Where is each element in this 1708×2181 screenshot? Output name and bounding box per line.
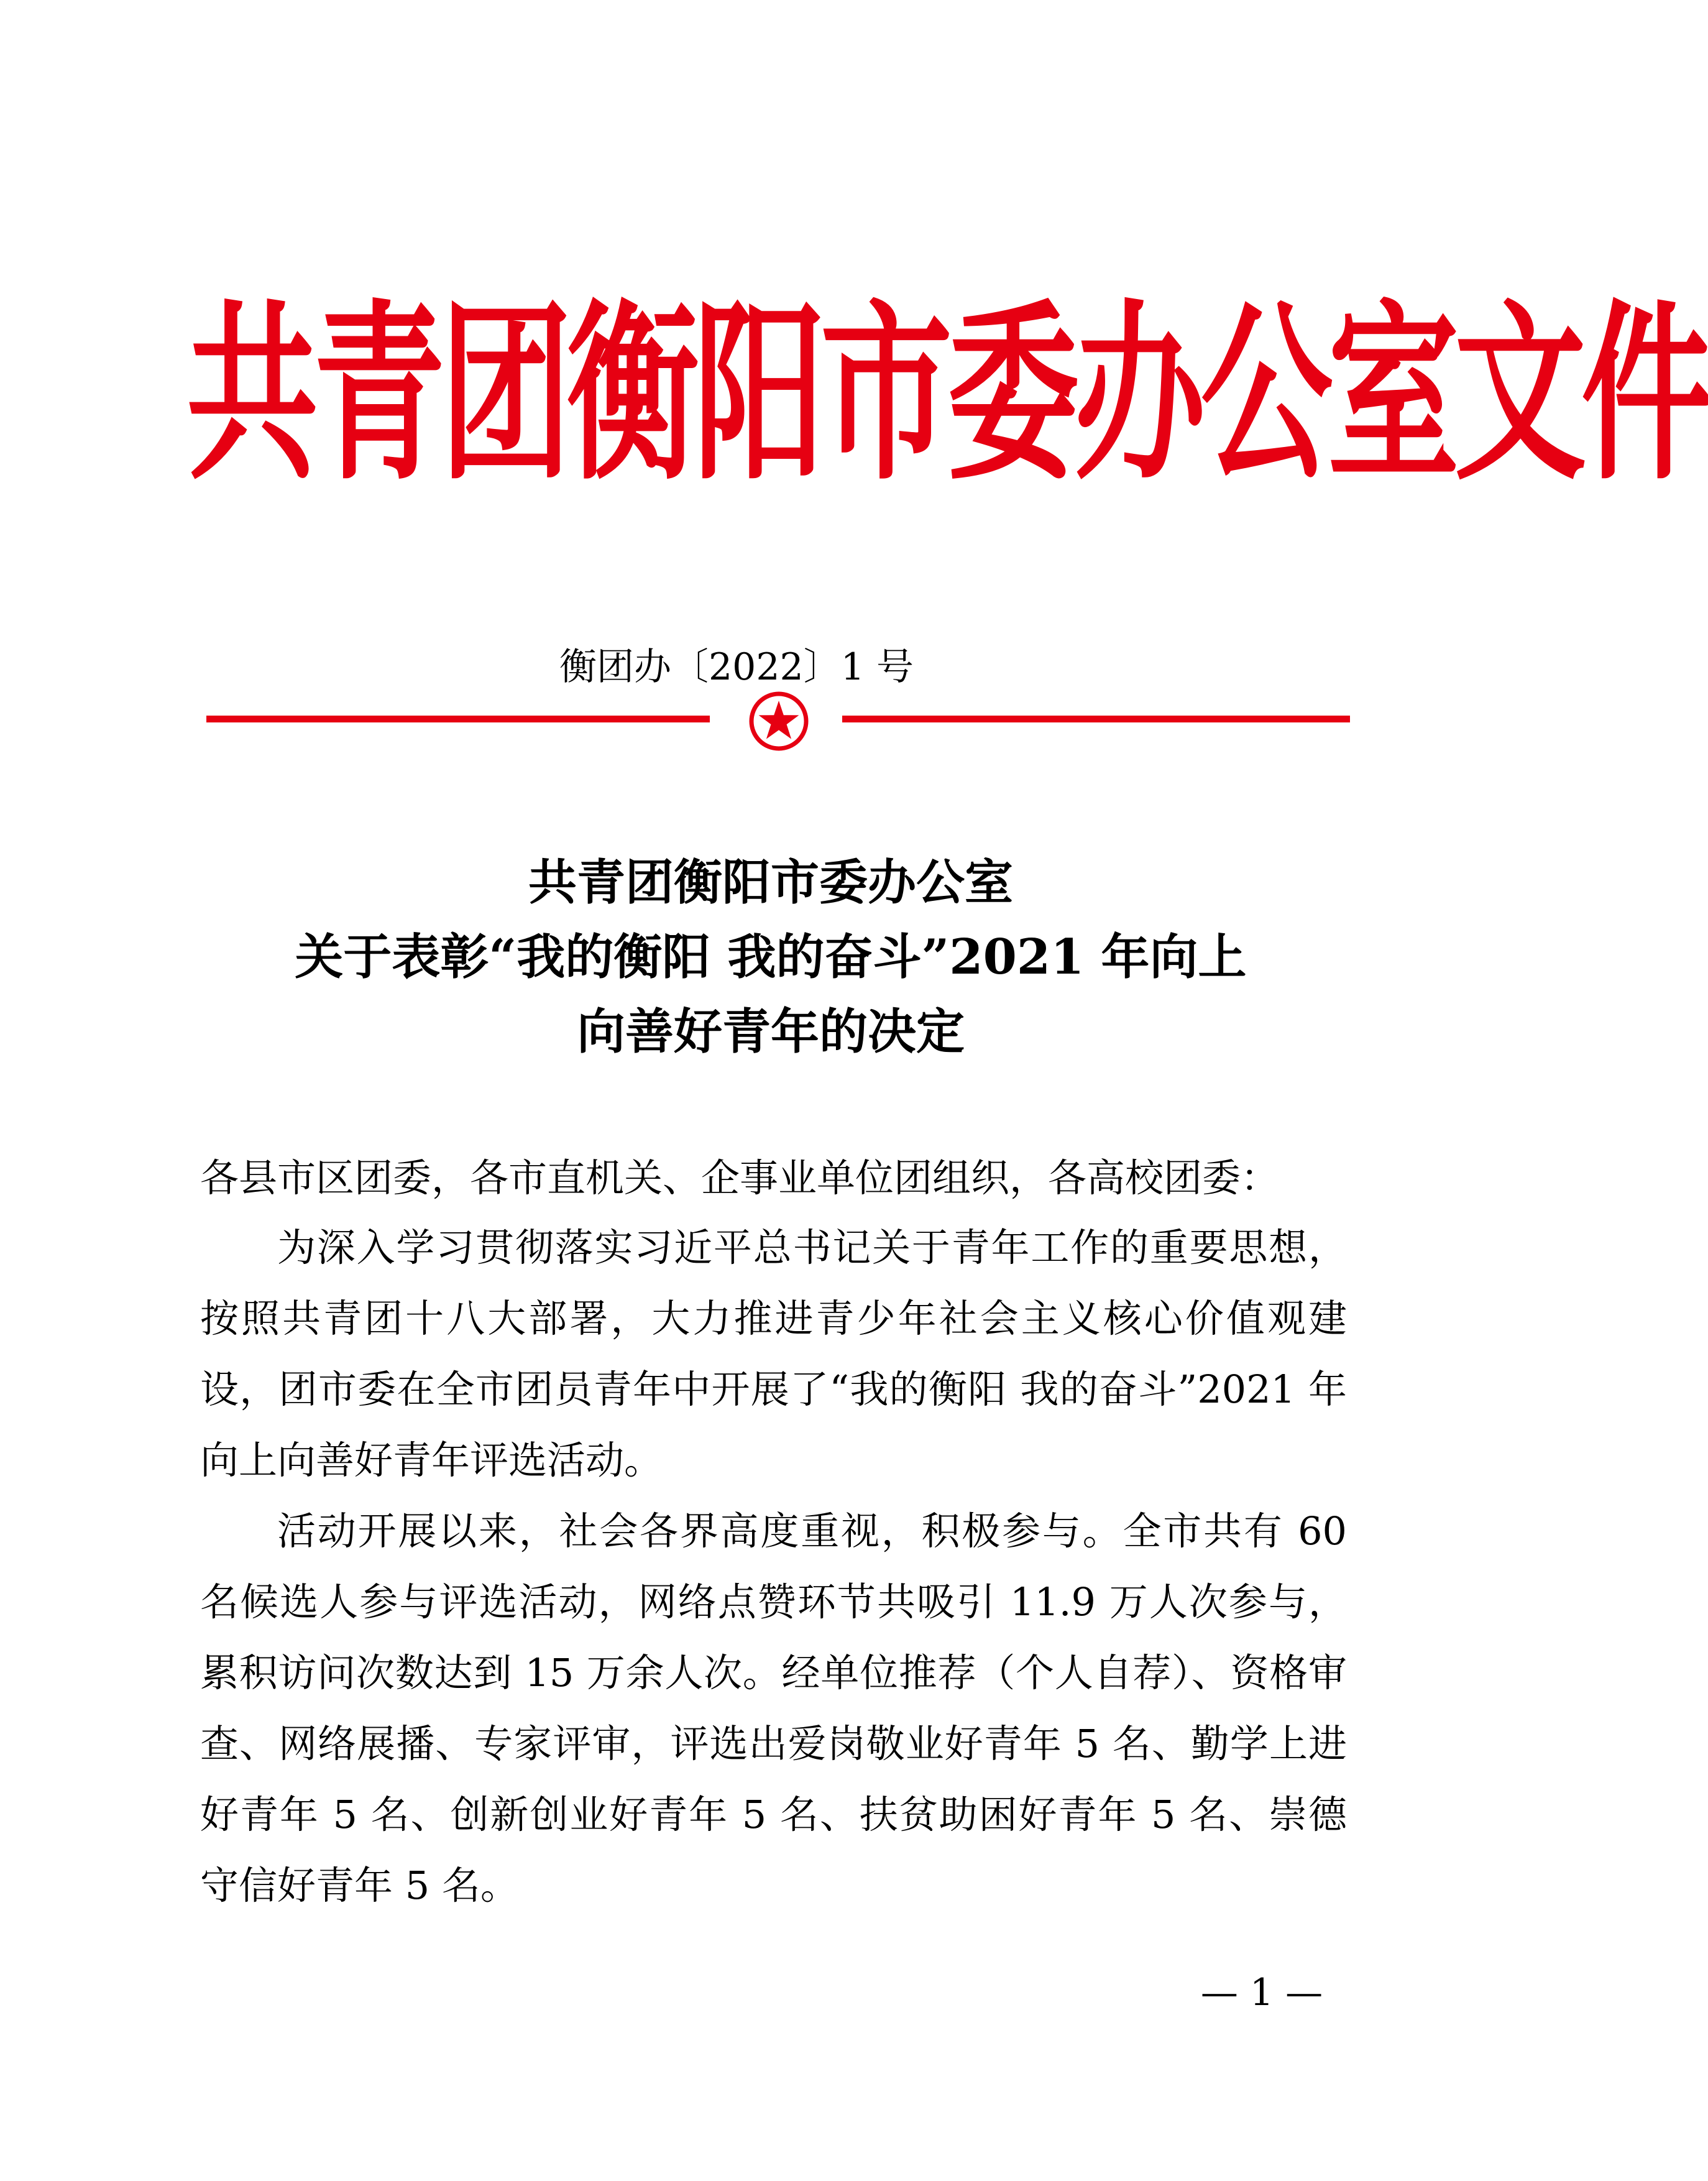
document-title-line-2: 关于表彰“我的衡阳 我的奋斗”2021 年向上 [295, 929, 1247, 985]
page-number: — 1 — [1200, 1971, 1323, 2014]
document-number: 衡团办〔2022〕1 号 [559, 645, 914, 689]
body-paragraph: 为深入学习贯彻落实习近平总书记关于青年工作的重要思想，按照共青团十八大部署，大力推进青少年社会主义核心价值观建设，团市委在全市团员青年中开展了“我的衡阳 我的奋斗”2021 年向上向善好青年评选活动。 [200, 1225, 1347, 1483]
red-divider-left [206, 716, 710, 722]
red-divider-right [842, 716, 1350, 722]
document-title-line-1: 共青团衡阳市委办公室 [528, 854, 1013, 911]
body-paragraph: 活动开展以来，社会各界高度重视，积极参与。全市共有 60 名候选人参与评选活动，网络点赞环节共吸引 11.9 万人次参与，累积访问次数达到 15 万余人次。经单位推荐（个人自荐）、资格审查、网络展播、专家评审，评选出爱岗敬业好青年 5 名、勤学上进好青年 5 名、创新创业好青年 5 名、扶贫助困好青年 5 名、崇德守信好青年 5 名。 [200, 1508, 1347, 1908]
document-title-line-3: 向善好青年的决定 [576, 1003, 965, 1060]
masthead-title: 共青团衡阳市委办公室文件 [186, 283, 1708, 506]
red-star-icon [748, 690, 810, 752]
salutation: 各县市区团委，各市直机关、企事业单位团组织，各高校团委： [200, 1155, 1280, 1201]
